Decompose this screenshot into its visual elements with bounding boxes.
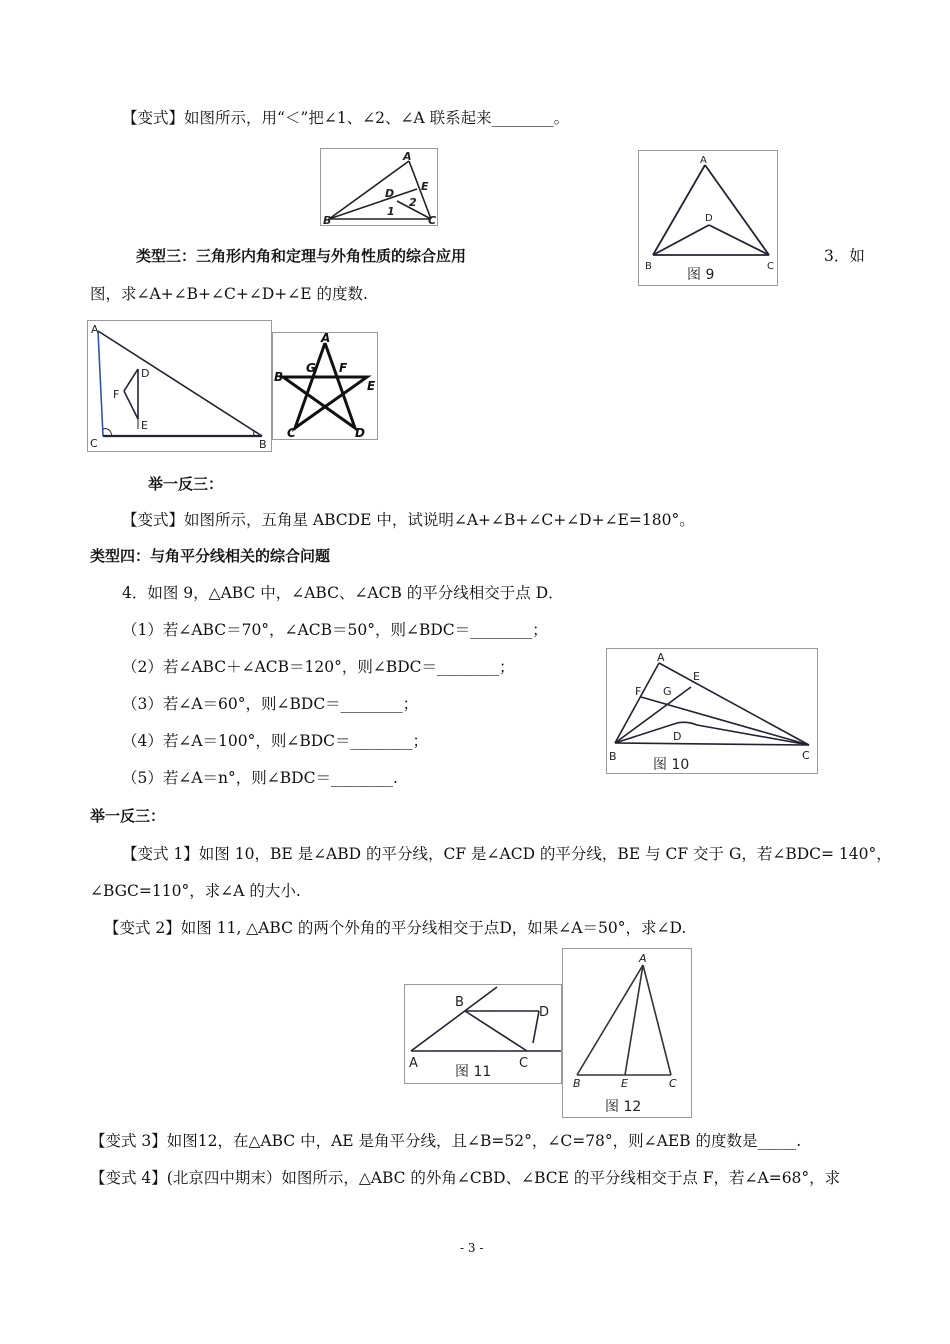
figure-9-caption: 图 9 [687,267,715,283]
label-D: D [355,426,365,439]
figure-triangle-angles [320,148,438,226]
label-E: E [621,1077,628,1090]
figure-right-triangle [87,320,272,452]
label-B: B [645,261,652,272]
figure-10-caption: 图 10 [653,757,690,773]
practice-heading-2: 举一反三： [90,807,166,825]
label-C: C [519,1056,529,1071]
label-A: A [91,323,99,336]
question3-text: 图，求∠A+∠B+∠C+∠D+∠E 的度数. [90,285,368,303]
figure-star [272,332,378,440]
variant-star: 【变式】如图所示，五角星 ABCDE 中，试说明∠A+∠B+∠C+∠D+∠E=180°。 [122,511,695,529]
label-A: A [321,333,331,345]
label-angle-1: 1 [387,205,395,218]
variant1-line-b: ∠BGC=110°，求∠A 的大小. [90,882,301,900]
question4-intro: 4．如图 9，△ABC 中，∠ABC、∠ACB 的平分线相交于点 D． [122,584,564,602]
figure-12 [562,948,692,1118]
label-D: D [385,187,395,200]
label-G: G [306,361,316,375]
label-F: F [339,361,348,375]
question4-item-5: （5）若∠A＝n°，则∠BDC＝________. [122,769,398,787]
figure-11 [404,984,562,1084]
question4-item-1: （1）若∠ABC＝70°，∠ACB＝50°，则∠BDC＝________； [122,621,548,639]
label-angle-2: 2 [409,196,417,209]
label-B: B [609,750,617,763]
page-number: - 3 - [460,1241,484,1255]
label-B: B [573,1077,581,1090]
type3-heading: 类型三：三角形内角和定理与外角性质的综合应用 [136,247,467,265]
question4-item-4: （4）若∠A＝100°，则∠BDC＝________； [122,732,429,750]
label-A: A [700,155,707,166]
question3-prefix: 3．如 [824,247,865,265]
variant3-text: 【变式 3】如图12，在△ABC 中，AE 是角平分线，且∠B=52°，∠C=78°，则∠AEB 的度数是_____. [90,1132,802,1150]
label-F: F [635,685,642,698]
label-F: F [113,388,120,401]
label-C: C [428,214,437,225]
label-B: B [323,214,332,225]
practice-heading-1: 举一反三： [148,475,224,493]
figure-11-caption: 图 11 [455,1064,492,1080]
label-E: E [693,670,700,683]
label-C: C [802,749,810,762]
label-E: E [141,419,148,432]
label-B: B [455,995,464,1010]
label-C: C [287,426,296,439]
variant-line-1: 【变式】如图所示，用“＜”把∠1、∠2、∠A 联系起来________。 [122,109,570,127]
label-E: E [367,379,376,393]
label-D: D [705,213,713,224]
variant4-text: 【变式 4】(北京四中期末）如图所示，△ABC 的外角∠CBD、∠BCE 的平分线相交于点 F，若∠A=68°，求 [90,1169,841,1187]
label-A: A [403,150,412,163]
label-D: D [141,367,150,380]
variant2-text: 【变式 2】如图 11, △ABC 的两个外角的平分线相交于点D，如果∠A＝50°，求∠D. [104,919,687,937]
label-A: A [639,952,647,965]
question4-item-2: （2）若∠ABC＋∠ACB＝120°，则∠BDC＝________； [122,658,515,676]
label-C: C [767,261,774,272]
variant1-line-a: 【变式 1】如图 10，BE 是∠ABD 的平分线，CF 是∠ACD 的平分线，BE 与 CF 交于 G，若∠BDC= 140°， [122,845,892,863]
label-C: C [669,1077,677,1090]
type4-heading: 类型四：与角平分线相关的综合问题 [90,547,331,565]
label-B: B [259,438,267,451]
label-A: A [657,651,665,664]
label-B: B [274,370,284,384]
label-C: C [90,437,98,450]
label-G: G [663,685,672,698]
figure-12-caption: 图 12 [605,1099,642,1115]
figure-10 [606,648,818,774]
label-D: D [539,1005,550,1020]
question4-item-3: （3）若∠A＝60°，则∠BDC＝________； [122,695,419,713]
figure-9 [638,150,778,286]
label-A: A [409,1056,418,1071]
label-D: D [673,730,682,743]
label-E: E [421,180,429,193]
